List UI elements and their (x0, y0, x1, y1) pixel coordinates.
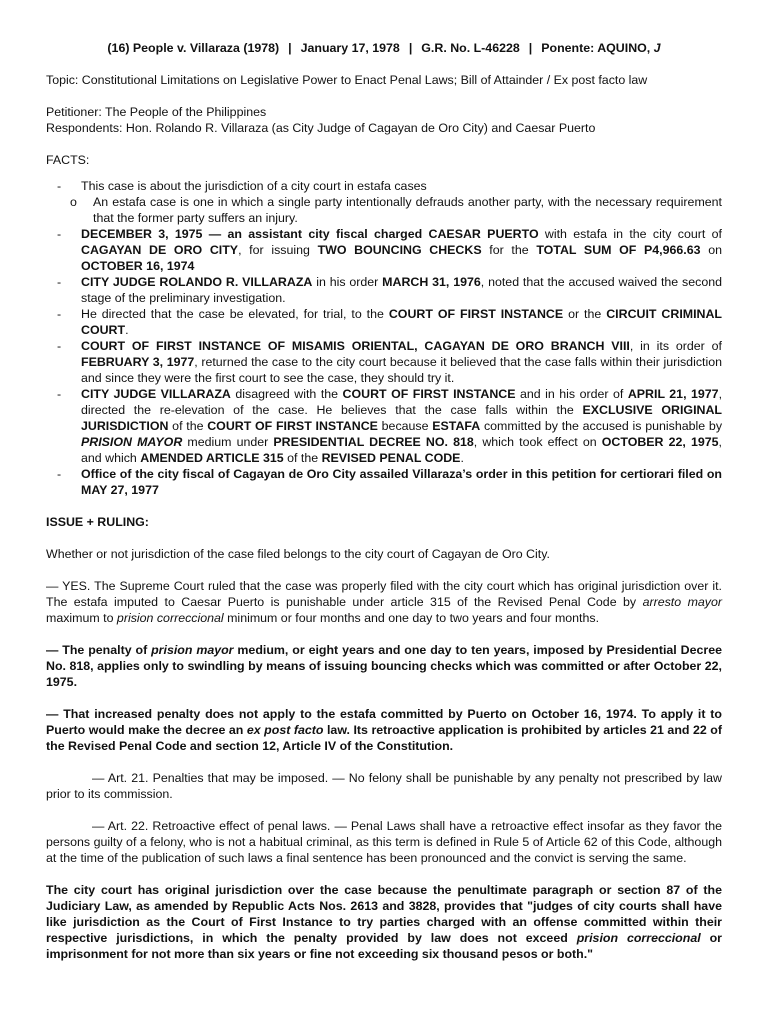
fact-text-bold: OCTOBER 16, 1974 (81, 259, 195, 273)
fact-text-bold: COURT OF FIRST INSTANCE (207, 419, 378, 433)
fact-text-bold: TOTAL SUM OF P4,966.63 (536, 243, 701, 257)
fact-text-bold: CIRCUIT CRIMINAL COURT (81, 307, 722, 337)
dash-bullet: - (57, 339, 62, 353)
fact-text: . (125, 323, 129, 337)
dash-bullet: - (57, 467, 62, 481)
fact-text-bold: CITY JUDGE ROLANDO R. VILLARAZA (81, 275, 313, 289)
article-21-quote: — Art. 21. Penalties that may be imposed. — No felony shall be punishable by any penalty not prescribed by law prior to its commission. (46, 771, 722, 801)
fact-text: , noted that the accused waived the second stage of the preliminary investigation. (81, 275, 722, 305)
fact-text: , for issuing (238, 243, 318, 257)
ruling-text-italic: ex post facto (246, 723, 324, 737)
title-separator: | (528, 41, 533, 55)
issue-heading: ISSUE + RULING: (46, 515, 149, 529)
ruling-text: minimum or four months and one day to two years and four months. (223, 611, 600, 625)
fact-text-bold: DECEMBER 3, 1975 — an assistant city fiscal charged (81, 227, 429, 241)
article-22-quote: — Art. 22. Retroactive effect of penal laws. — Penal Laws shall have a retroactive effect insofar as they favor the persons guilty of a felony, who is not a habitual criminal, as this term is defined in Rule 5 of Article 62 of this Code, although at the time of the publication of such laws a final sentence has been pronounced and the convict is serving the same. (46, 819, 722, 865)
ruling-text-italic: arresto mayor (642, 595, 722, 609)
dash-bullet: - (57, 307, 62, 321)
case-number: (16) People v. Villaraza (1978) (107, 41, 280, 55)
ruling-text: law. Its retroactive application is prohibited by articles 21 and 22 of the Revised Penal Code and section 12, Article IV of the Constitution. (46, 723, 722, 753)
fact-text-bold: COURT OF FIRST INSTANCE (388, 307, 564, 321)
facts-list (46, 178, 722, 498)
fact-text: , returned the case to the city court because it believed that the case falls within their jurisdiction and since they were the first court to see the case, they should try it. (81, 355, 722, 385)
case-title (46, 40, 722, 56)
ruling-text-italic: prision correccional (116, 611, 224, 625)
fact-text-bold: PRESIDENTIAL DECREE NO. 818 (273, 435, 474, 449)
ruling-paragraph (46, 642, 722, 690)
fact-text-bold: MARCH 31, 1976 (382, 275, 481, 289)
fact-text: in his order (312, 275, 383, 289)
fact-text: , in its order of (629, 339, 722, 353)
fact-text: , directed the re-elevation of the case. He believes that the case falls within the (81, 387, 723, 417)
fact-text: . (460, 451, 464, 465)
ruling-paragraph (46, 578, 722, 626)
case-date: January 17, 1978 (300, 41, 400, 55)
ruling-paragraph (46, 882, 722, 962)
fact-text: with estafa in the city court of (538, 227, 722, 241)
fact-text-bold: CAGAYAN DE ORO CITY (81, 243, 239, 257)
fact-text-bold: CITY JUDGE VILLARAZA (81, 387, 231, 401)
fact-item (46, 338, 722, 386)
dash-bullet: - (57, 179, 62, 193)
fact-text: for the (481, 243, 537, 257)
ruling-text: — The penalty of (46, 643, 152, 657)
fact-text-bold: FEBRUARY 3, 1977 (81, 355, 195, 369)
ruling-paragraph (46, 706, 722, 754)
fact-text: , which took effect on (473, 435, 602, 449)
fact-text: committed by the accused is punishable by (480, 419, 723, 433)
fact-text: of the (283, 451, 322, 465)
topic-line: Topic: Constitutional Limitations on Legislative Power to Enact Penal Laws; Bill of Attainder / Ex post facto law (46, 73, 648, 87)
title-separator: | (408, 41, 413, 55)
ruling-text-italic: prision mayor (151, 643, 234, 657)
ruling-text: — That increased penalty does not apply to the estafa committed by Puerto on October 16, 1974. To apply it to Puerto would make the decree an (46, 707, 722, 737)
ruling-text: maximum to (46, 611, 117, 625)
fact-item (46, 306, 722, 338)
ruling-text: — YES. The Supreme Court ruled that the case was properly filed with the city court which has original jurisdiction over it. The estafa imputed to Caesar Puerto is punishable under article 315 of the Revised Penal Code by (46, 579, 722, 609)
fact-text: of the (168, 419, 208, 433)
sub-bullet: o (70, 195, 77, 209)
fact-text: He directed that the case be elevated, for trial, to the (81, 307, 389, 321)
fact-text-bold: OCTOBER 22, 1975 (601, 435, 719, 449)
dash-bullet: - (57, 387, 62, 401)
fact-text: medium under (182, 435, 274, 449)
fact-item (46, 226, 722, 274)
fact-text-bold-italic: PRISION MAYOR (81, 435, 183, 449)
fact-text-bold: CAESAR PUERTO (428, 227, 539, 241)
ruling-text-italic: prision correccional (576, 931, 701, 945)
fact-text: disagreed with the (230, 387, 343, 401)
fact-item (46, 178, 722, 194)
fact-text-bold: COURT OF FIRST INSTANCE OF MISAMIS ORIENTAL, CAGAYAN DE ORO BRANCH VIII (81, 339, 630, 353)
petitioner-line: Petitioner: The People of the Philippines (46, 105, 267, 119)
fact-text: , and which (81, 435, 722, 465)
fact-subitem (46, 194, 722, 226)
fact-text-bold: Office of the city fiscal of Cagayan de Oro City assailed Villaraza’s order in this petition for certiorari filed on MAY 27, 1977 (81, 467, 722, 497)
fact-text: or the (563, 307, 607, 321)
fact-item (46, 466, 722, 498)
fact-text-bold: EXCLUSIVE ORIGINAL JURISDICTION (81, 403, 722, 433)
title-separator: | (288, 41, 292, 55)
fact-text: because (377, 419, 433, 433)
issue-question: Whether or not jurisdiction of the case filed belongs to the city court of Cagayan de Oro City. (46, 547, 550, 561)
fact-text-bold: COURT OF FIRST INSTANCE (342, 387, 516, 401)
ruling-text: The city court has original jurisdiction over the case because the penultimate paragraph or section 87 of the Judiciary Law, as amended by Republic Acts Nos. 2613 and 3828, provides that "judges of city courts shall have like jurisdiction as the Court of First Instance to try parties charged with an offense committed within their respective jurisdictions, in which the penalty provided by law does not exceed (46, 883, 722, 945)
gr-number: G.R. No. L-46228 (421, 41, 520, 55)
fact-text: and in his order of (515, 387, 628, 401)
fact-text-bold: APRIL 21, 1977 (627, 387, 719, 401)
dash-bullet: - (57, 227, 62, 241)
fact-item (46, 386, 722, 466)
fact-text-bold: TWO BOUNCING CHECKS (317, 243, 482, 257)
ponente-label: Ponente: AQUINO, (541, 41, 654, 55)
fact-text: This case is about the jurisdiction of a city court in estafa cases (81, 179, 427, 193)
fact-subtext: An estafa case is one in which a single party intentionally defrauds another party, with the necessary requirement that the former party suffers an injury. (93, 195, 722, 225)
ruling-text: medium, or eight years and one day to ten years, imposed by Presidential Decree No. 818, applies only to swindling by means of issuing bouncing checks which was committed or after October 22, 1975. (46, 643, 722, 689)
fact-text-bold: AMENDED ARTICLE 315 (140, 451, 284, 465)
fact-text-bold: REVISED PENAL CODE (321, 451, 461, 465)
fact-text: on (700, 243, 722, 257)
fact-text-bold: ESTAFA (432, 419, 481, 433)
facts-heading: FACTS: (46, 153, 90, 167)
fact-item (46, 274, 722, 306)
respondents-line: Respondents: Hon. Rolando R. Villaraza (as City Judge of Cagayan de Oro City) and Caesar Puerto (46, 121, 596, 135)
ponente-j: J (653, 41, 661, 55)
dash-bullet: - (57, 275, 62, 289)
ruling-text: or imprisonment for not more than six years or fine not exceeding six thousand pesos or both." (46, 931, 722, 961)
